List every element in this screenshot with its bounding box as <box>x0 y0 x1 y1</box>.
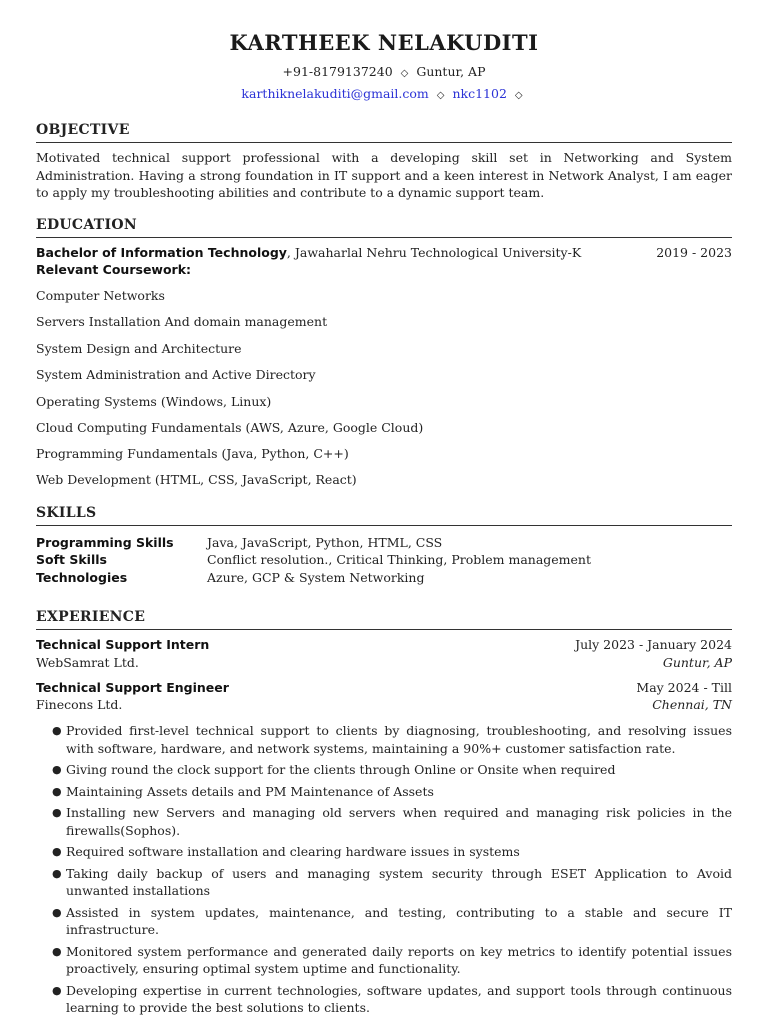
list-item <box>50 843 732 861</box>
bullet-text: Taking daily backup of users and managing system security through ESET Application to Avoid unwanted installations <box>66 865 732 898</box>
contact-line-2 <box>36 86 732 101</box>
objective-text: Motivated technical support professional with a developing skill set in Networking and System Administration. Having a strong foundation in IT support and a keen interest in Network Analyst, I am eager to apply my troubleshooting abilities and contribute to a dynamic support team. <box>36 150 732 200</box>
job-location: Guntur, AP <box>662 655 732 670</box>
list-item <box>50 982 732 1017</box>
course-item: System Design and Architecture <box>36 341 242 356</box>
skills-heading: SKILLS <box>36 505 732 526</box>
bullet-icon: ● <box>52 983 62 997</box>
skill-value: Conflict resolution., Critical Thinking, Problem management <box>207 552 592 567</box>
location-text: Guntur, AP <box>416 64 486 79</box>
bullet-icon: ● <box>52 763 62 776</box>
course-item: Computer Networks <box>36 288 165 303</box>
bullet-icon: ● <box>52 784 62 798</box>
list-item <box>50 722 732 757</box>
list-item <box>50 761 732 779</box>
bullet-text: Installing new Servers and managing old servers when required and managing risk policies in the firewalls(Sophos). <box>66 805 732 838</box>
degree-title: Bachelor of Information Technology <box>36 245 287 260</box>
diamond-separator-icon: ◇ <box>400 68 409 79</box>
job-location: Chennai, TN <box>652 697 732 712</box>
course-item: Programming Fundamentals (Java, Python, C++) <box>36 446 349 461</box>
bullet-text: Maintaining Assets details and PM Maintenance of Assets <box>66 783 434 799</box>
bullet-icon: ● <box>52 845 62 858</box>
bullet-icon: ● <box>52 866 62 880</box>
profile-handle-link[interactable]: nkc1102 <box>452 86 507 101</box>
list-item <box>50 943 732 978</box>
job-dates: July 2023 - January 2024 <box>575 637 732 652</box>
experience-bullet-list <box>50 722 732 1021</box>
job-role: Technical Support Intern <box>36 637 210 652</box>
objective-heading: OBJECTIVE <box>36 122 732 143</box>
course-item: Web Development (HTML, CSS, JavaScript, React) <box>36 472 357 487</box>
education-heading: EDUCATION <box>36 217 732 238</box>
bullet-icon: ● <box>52 806 62 819</box>
skill-label: Soft Skills <box>36 552 107 567</box>
diamond-separator-icon: ◇ <box>514 90 523 101</box>
list-item <box>50 804 732 839</box>
candidate-name: KARTHEEK NELAKUDITI <box>229 30 539 55</box>
bullet-icon: ● <box>52 944 62 958</box>
course-item: Servers Installation And domain management <box>36 314 328 329</box>
phone-number: +91-8179137240 <box>282 64 393 79</box>
skill-label: Technologies <box>36 570 128 585</box>
job-dates: May 2024 - Till <box>636 680 732 695</box>
university-name: , Jawaharlal Nehru Technological University-K <box>286 245 582 260</box>
job-role: Technical Support Engineer <box>36 680 229 695</box>
bullet-text: Developing expertise in current technologies, software updates, and support tools through continuous learning to provide the best solutions to clients. <box>66 982 732 1015</box>
list-item <box>50 904 732 939</box>
list-item <box>50 865 732 900</box>
course-item: Cloud Computing Fundamentals (AWS, Azure, Google Cloud) <box>36 420 424 435</box>
bullet-text: Giving round the clock support for the clients through Online or Onsite when required <box>66 762 616 777</box>
course-item: Operating Systems (Windows, Linux) <box>36 394 272 409</box>
job-company: Finecons Ltd. <box>36 697 123 712</box>
skill-value: Java, JavaScript, Python, HTML, CSS <box>207 535 443 550</box>
bullet-text: Monitored system performance and generated daily reports on key metrics to identify potential issues proactively, ensuring optimal system uptime and functionality. <box>66 943 732 976</box>
contact-line-1 <box>36 64 732 79</box>
bullet-text: Assisted in system updates, maintenance, and testing, contributing to a stable and secure IT infrastructure. <box>66 904 732 937</box>
experience-heading: EXPERIENCE <box>36 609 732 630</box>
bullet-text: Provided first-level technical support to clients by diagnosing, troubleshooting, and resolving issues with software, hardware, and network systems, maintaining a 90%+ customer satisfaction rate. <box>66 723 732 756</box>
list-item <box>50 783 732 801</box>
diamond-separator-icon: ◇ <box>436 90 445 101</box>
bullet-icon: ● <box>52 905 62 919</box>
job-company: WebSamrat Ltd. <box>36 655 139 670</box>
education-years: 2019 - 2023 <box>656 245 732 260</box>
coursework-label: Relevant Coursework: <box>36 262 192 277</box>
skill-value: Azure, GCP & System Networking <box>207 570 425 585</box>
degree-line <box>36 245 581 261</box>
course-item: System Administration and Active Directory <box>36 367 316 382</box>
bullet-text: Required software installation and clearing hardware issues in systems <box>66 844 520 859</box>
email-link[interactable]: karthiknelakuditi@gmail.com <box>241 86 429 101</box>
bullet-icon: ● <box>52 724 62 737</box>
skill-label: Programming Skills <box>36 535 174 550</box>
